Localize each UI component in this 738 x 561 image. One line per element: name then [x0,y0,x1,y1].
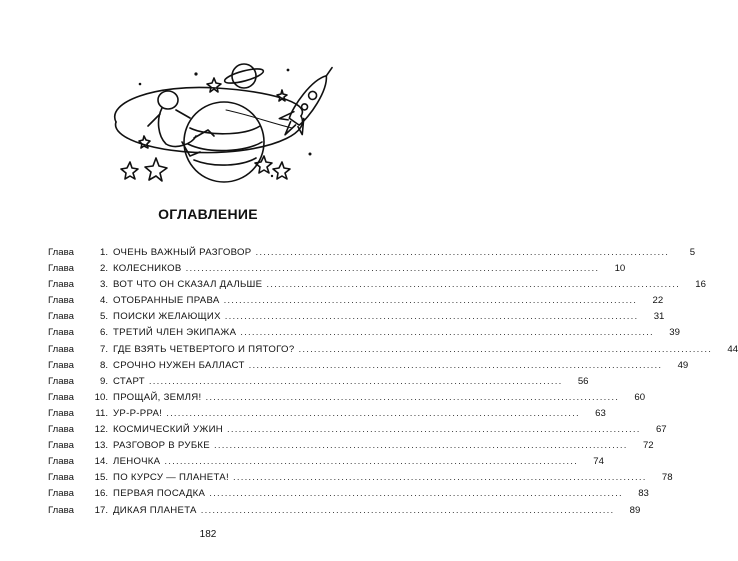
chapter-page: 10 [614,263,626,275]
chapter-page: 39 [669,327,680,339]
chapter-title: ДИКАЯ ПЛАНЕТА [113,504,197,516]
chapter-page: 5 [689,247,696,258]
toc-row [48,342,738,358]
chapter-label: Глава [48,311,74,323]
toc-row [48,325,680,341]
chapter-label: Глава [48,279,74,291]
chapter-title: ПЕРВАЯ ПОСАДКА [113,488,206,500]
chapter-label: Глава [48,472,74,484]
dot-leader: ........................................................................................................... [200,504,615,516]
chapter-page: 63 [595,407,606,419]
chapter-label: Глава [48,295,74,307]
dot-leader: ........................................................................................................... [266,279,680,291]
chapter-number: 2. [99,263,108,275]
chapter-title: ПО КУРСУ — ПЛАНЕТА! [113,472,229,484]
dot-leader: ........................................................................................................... [227,424,641,436]
chapter-number: 16. [94,488,108,500]
dot-leader: ........................................................................................................... [240,327,654,339]
chapter-number: 9. [99,375,108,387]
chapter-title: ОТОБРАННЫЕ ПРАВА [113,295,220,307]
dot-leader: ........................................................................................................... [232,472,647,484]
chapter-title: КОСМИЧЕСКИЙ УЖИН [113,424,223,436]
chapter-page: 83 [638,488,649,500]
chapter-number: 6. [99,327,108,339]
chapter-number: 14. [94,456,108,468]
toc-row [48,261,626,277]
chapter-label: Глава [48,247,74,258]
chapter-number: 11. [95,407,108,419]
chapter-page: 49 [677,359,689,371]
dot-leader: ........................................................................................................... [248,359,663,371]
chapter-number: 8. [99,359,108,371]
toc-row [48,454,604,470]
chapter-number: 10. [94,391,108,403]
chapter-label: Глава [48,407,74,419]
toc-row [48,503,641,519]
toc-row [48,470,673,486]
chapter-title: ОЧЕНЬ ВАЖНЫЙ РАЗГОВОР [113,247,252,258]
chapter-page: 89 [629,504,641,516]
dot-leader: ........................................................................................................... [148,375,563,387]
space-illustration [96,44,336,194]
chapter-page: 22 [652,295,664,307]
toc-row [48,309,665,325]
chapter-title: СРОЧНО НУЖЕН БАЛЛАСТ [113,359,245,371]
chapter-number: 5. [99,311,108,323]
chapter-page: 31 [653,311,665,323]
dot-leader: ........................................................................................................... [209,488,623,500]
chapter-page: 16 [695,279,706,291]
planet-rocket-drawing [96,44,336,194]
chapter-page: 56 [577,375,589,387]
dot-leader: ........................................................................................................... [205,391,620,403]
toc-row [48,422,667,438]
chapter-label: Глава [48,440,74,452]
chapter-page: 72 [642,440,654,452]
chapter-title: ЛЕНОЧКА [113,456,161,468]
chapter-page: 44 [727,343,738,355]
chapter-label: Глава [48,456,74,468]
chapter-page: 67 [655,424,667,436]
chapter-title: ПОИСКИ ЖЕЛАЮЩИХ [113,311,221,323]
chapter-title: РАЗГОВОР В РУБКЕ [113,440,210,452]
toc-row [48,438,654,454]
chapter-title: ПРОЩАЙ, ЗЕМЛЯ! [113,391,202,403]
toc-row [48,374,589,390]
chapter-label: Глава [48,391,74,403]
chapter-page: 74 [593,456,604,468]
toc-row [48,406,606,422]
dot-leader: ........................................................................................................... [255,247,670,258]
dot-leader: ........................................................................................................... [298,343,713,355]
toc-heading: ОГЛАВЛЕНИЕ [158,206,258,222]
dot-leader: ........................................................................................................... [223,295,638,307]
chapter-number: 17. [94,504,108,516]
chapter-number: 13. [94,440,108,452]
chapter-page: 60 [634,391,646,403]
toc-row [48,486,649,502]
dot-leader: ........................................................................................................... [166,407,580,419]
planet-body [184,102,264,182]
chapter-label: Глава [48,327,74,339]
chapter-number: 12. [94,424,108,436]
chapter-number: 1. [99,247,108,258]
chapter-number: 7. [99,343,108,355]
chapter-title: ВОТ ЧТО ОН СКАЗАЛ ДАЛЬШЕ [113,279,263,291]
toc-row [48,245,696,261]
chapter-label: Глава [48,424,74,436]
chapter-label: Глава [48,504,74,516]
dot-leader: ........................................................................................................... [214,440,628,452]
toc-row [48,358,689,374]
dot-leader: ........................................................................................................... [164,456,578,468]
page-number: 182 [199,529,217,540]
chapter-label: Глава [48,488,74,500]
chapter-title: ТРЕТИЙ ЧЛЕН ЭКИПАЖА [113,327,237,339]
chapter-label: Глава [48,375,74,387]
chapter-number: 3. [99,279,108,291]
chapter-label: Глава [48,359,74,371]
dot-leader: ........................................................................................................... [185,263,600,275]
dot-leader: ........................................................................................................... [224,311,639,323]
chapter-title: КОЛЕСНИКОВ [113,263,182,275]
chapter-title: ГДЕ ВЗЯТЬ ЧЕТВЕРТОГО И ПЯТОГО? [113,343,295,355]
chapter-label: Глава [48,263,74,275]
chapter-label: Глава [48,343,74,355]
table-of-contents [48,245,738,519]
chapter-number: 4. [99,295,108,307]
chapter-page: 78 [661,472,673,484]
toc-row [48,277,706,293]
toc-row [48,293,664,309]
toc-row [48,390,646,406]
chapter-title: СТАРТ [113,375,145,387]
chapter-number: 15. [94,472,108,484]
chapter-title: УР-Р-РРА! [113,407,163,419]
